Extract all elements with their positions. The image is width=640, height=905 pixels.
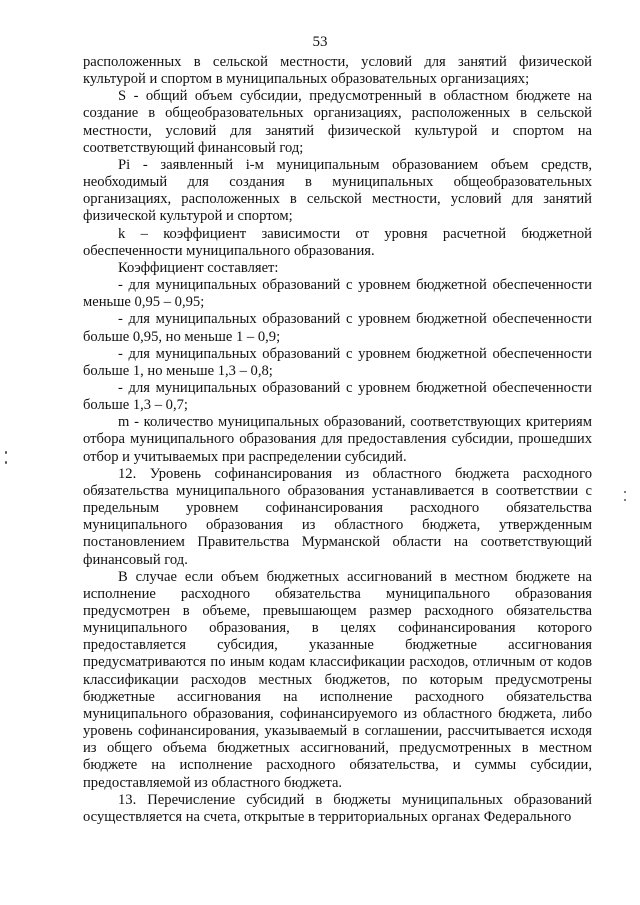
paragraph-m-definition: m - количество муниципальных образований, соответствующих критериям отбора муниципального образования для предоставления субсидии, прошедших отбор и учитываемых при распределении субсидий. xyxy=(83,414,592,465)
paragraph-coefficient-intro: Коэффициент составляет: xyxy=(118,259,279,276)
paragraph-coefficient-4: - для муниципальных образований с уровнем бюджетной обеспеченности больше 1,3 – 0,7; xyxy=(83,379,592,414)
paragraph-coefficient-1: - для муниципальных образований с уровнем бюджетной обеспеченности меньше 0,95 – 0,95; xyxy=(83,277,592,311)
document-body xyxy=(83,54,592,826)
paragraph-continuation: расположенных в сельской местности, условий для занятий физической культурой и спортом в муниципальных образовательных организациях; xyxy=(83,54,592,88)
paragraph-section-12: 12. Уровень софинансирования из областного бюджета расходного обязательства муниципального образования устанавливается в соответствии с предельным уровнем софинансирования расходного обязательства муниципального образования из областного бюджета, утвержденным постановлением Правительства Мурманской области на соответствующий финансовый год. xyxy=(83,465,592,568)
scan-mark xyxy=(624,491,626,493)
paragraph-pi-definition: Pi - заявленный i-м муниципальным образованием объем средств, необходимый для создания в муниципальных общеобразовательных организациях, расположенных в сельской местности, условий для занятий физической культурой и спортом; xyxy=(83,156,592,225)
page-number: 53 xyxy=(312,34,328,50)
paragraph-coefficient-2: - для муниципальных образований с уровнем бюджетной обеспеченности больше 0,95, но меньше 1 – 0,9; xyxy=(83,311,592,345)
scan-mark xyxy=(5,461,7,464)
paragraph-section-13: 13. Перечисление субсидий в бюджеты муниципальных образований осуществляется на счета, открытые в территориальных органах Федерального xyxy=(83,791,592,825)
paragraph-s-definition: S - общий объем субсидии, предусмотренный в областном бюджете на создание в общеобразовательных организациях, расположенных в сельской местности, условий для занятий физической культурой и спортом на соответствующий финансовый год; xyxy=(83,88,592,156)
paragraph-budget-case: В случае если объем бюджетных ассигнований в местном бюджете на исполнение расходного обязательства муниципального образования предусмотрен в объеме, превышающем размер расходного обязательства муниципального образования, в целях софинансирования которого предоставляется субсидия, указанные бюджетные ассигнования предусматриваются по иным кодам классификации расходов, отличным от кодов классификации расходов местных бюджетов, по которым предусмотрены бюджетные ассигнования на исполнение расходного обязательства муниципального образования, софинансируемого из областного бюджета, либо уровень софинансирования, указываемый в соглашении, рассчитывается исходя из общего объема бюджетных ассигнований, предусмотренных в местном бюджете на исполнение расходного обязательства, и суммы субсидии, предоставляемой из областного бюджета. xyxy=(83,568,592,791)
scan-mark xyxy=(5,451,7,454)
paragraph-k-definition: k – коэффициент зависимости от уровня расчетной бюджетной обеспеченности муниципального образования. xyxy=(83,225,592,259)
scan-mark xyxy=(624,499,626,501)
paragraph-coefficient-3: - для муниципальных образований с уровнем бюджетной обеспеченности больше 1, но меньше 1,3 – 0,8; xyxy=(83,345,592,379)
